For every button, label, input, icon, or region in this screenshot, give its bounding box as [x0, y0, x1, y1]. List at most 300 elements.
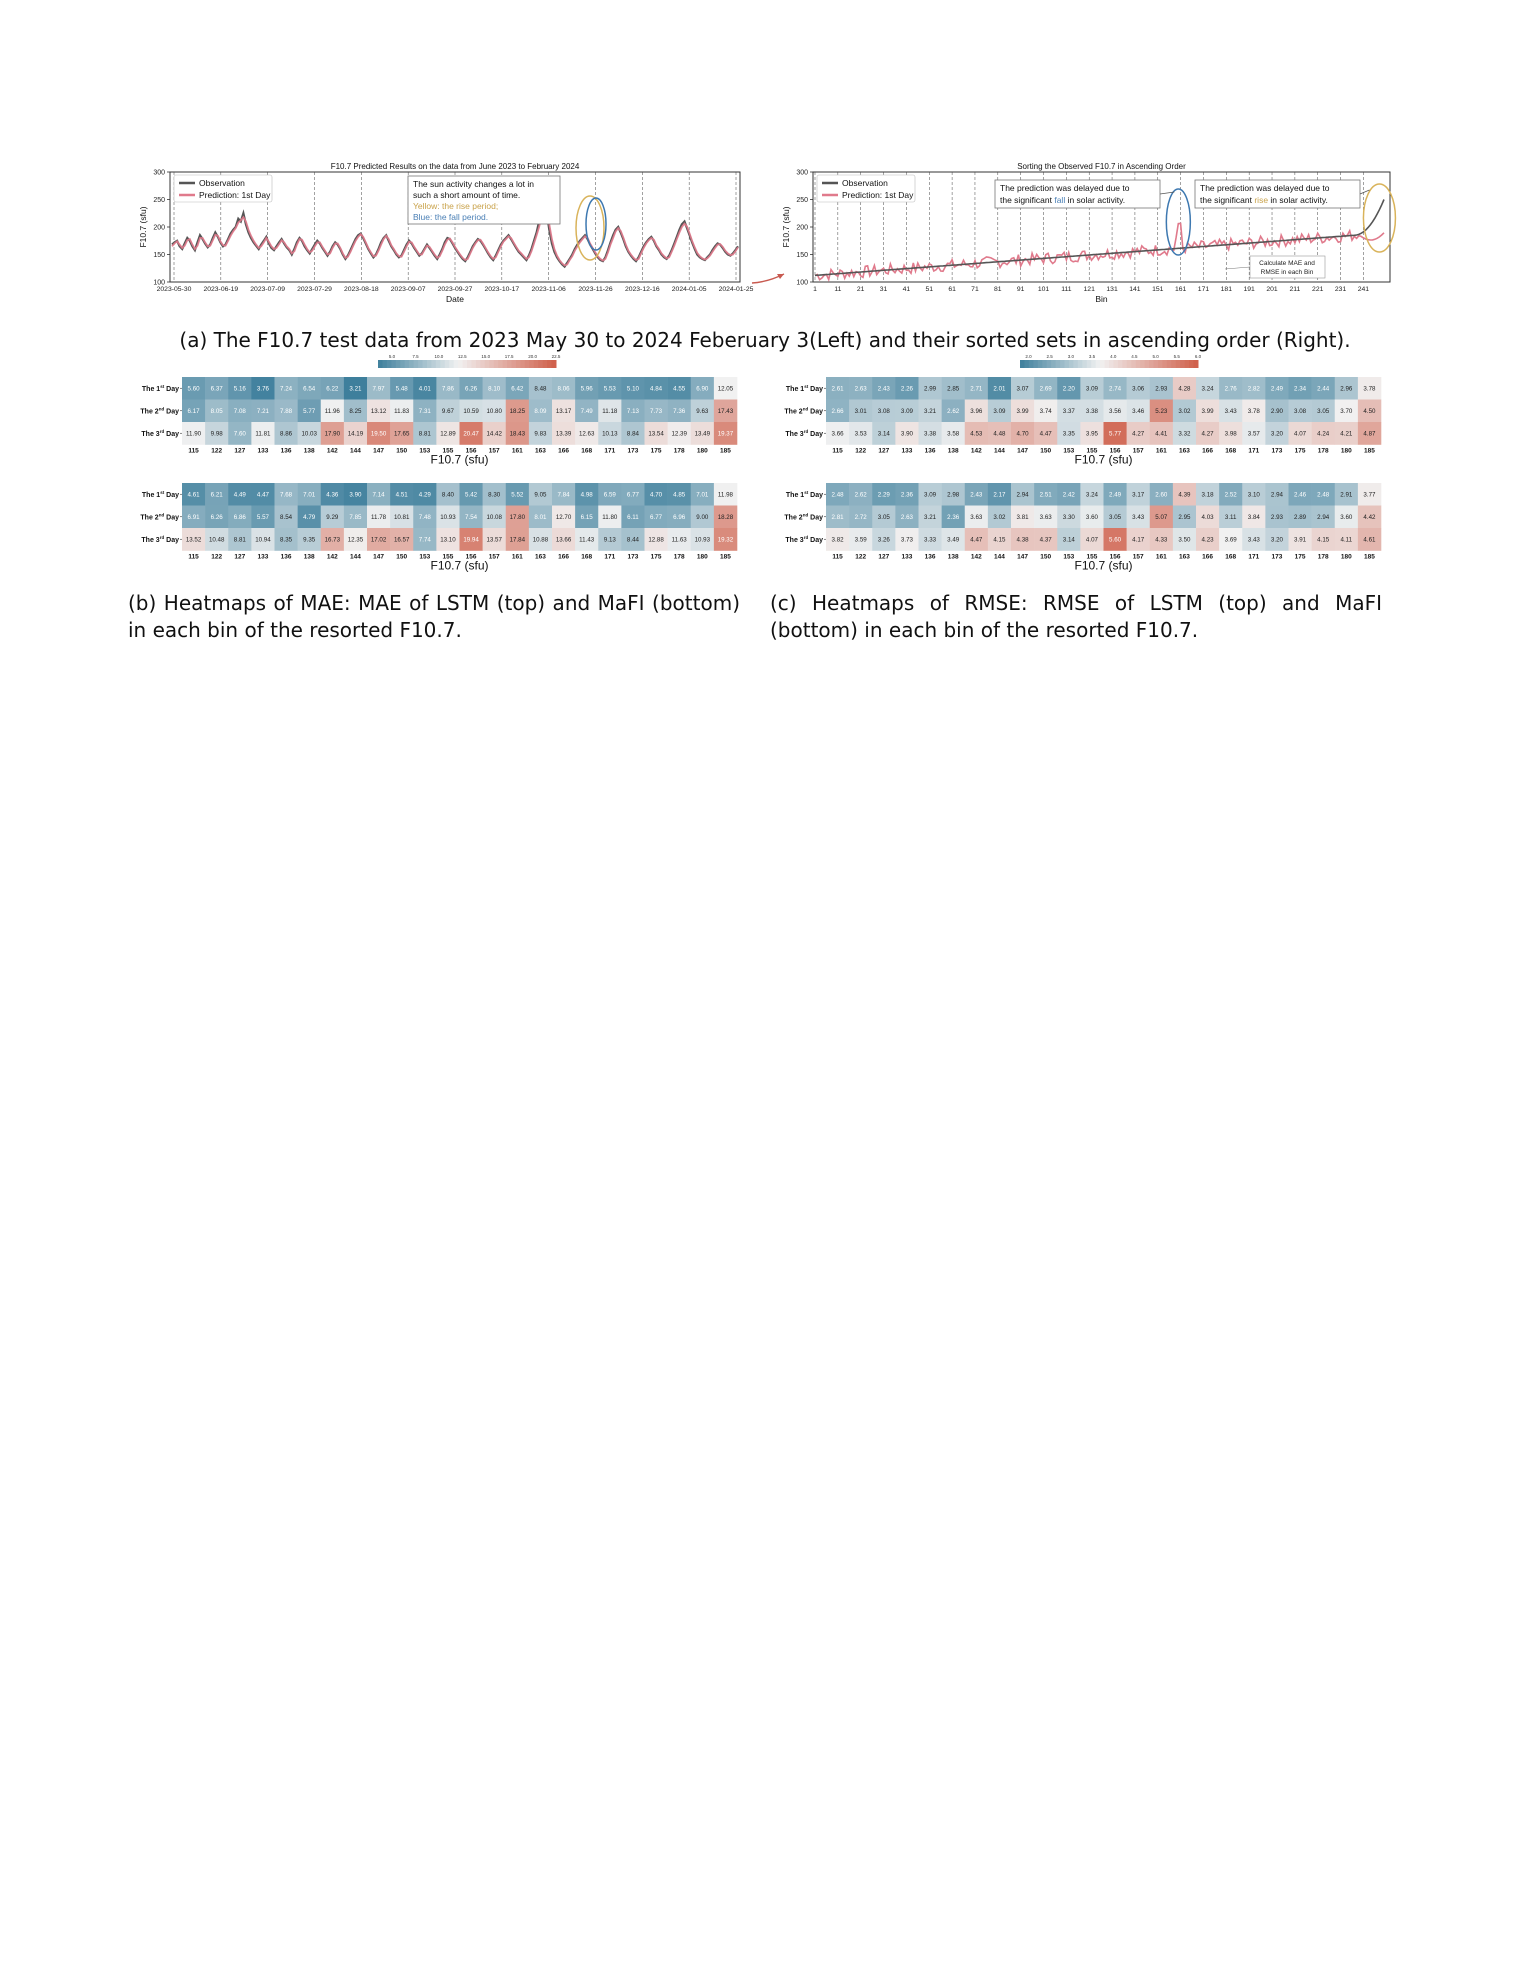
heatmap-cell-value: 2.48	[1317, 491, 1330, 499]
column-label: 168	[581, 553, 593, 561]
colorbar-segment	[1180, 360, 1185, 368]
colorbar-segment	[471, 360, 476, 368]
row-label-number: The 2	[784, 514, 803, 522]
annotation-text: the significant	[1000, 195, 1055, 205]
heatmap-cell-value: 4.85	[673, 491, 686, 499]
heatmap-cell-value: 5.57	[256, 514, 269, 522]
row-label-number: The 3	[785, 430, 804, 438]
column-label: 171	[604, 447, 616, 455]
colorbar-segment	[1020, 360, 1025, 368]
heatmap-cell-value: 4.51	[395, 491, 408, 499]
heatmap-cell-value: 6.37	[210, 385, 223, 393]
x-tick-label: 2023-12-16	[624, 286, 660, 293]
column-label: 161	[1155, 447, 1167, 455]
heatmap-cell-value: 3.96	[970, 408, 983, 416]
heatmap-cell-value: 8.48	[534, 385, 547, 393]
colorbar-segment	[463, 360, 468, 368]
heatmap-cell-value: 4.39	[1178, 491, 1191, 499]
colorbar-segment	[1065, 360, 1070, 368]
heatmap-cell-value: 6.17	[187, 408, 200, 416]
heatmap-cell-value: 3.43	[1224, 408, 1237, 416]
heatmap-cell-value: 2.99	[924, 385, 937, 393]
heatmap-cell-value: 10.08	[486, 514, 502, 522]
column-label: 136	[924, 447, 936, 455]
column-label: 115	[188, 553, 199, 561]
heatmap-cell-value: 4.15	[1317, 536, 1330, 544]
heatmap-cell-value: 7.01	[696, 491, 709, 499]
column-label: 168	[581, 447, 593, 455]
heatmap-cell-value: 8.54	[280, 514, 293, 522]
heatmap-cell-value: 2.82	[1247, 385, 1260, 393]
heatmap-cell-value: 8.10	[488, 385, 501, 393]
heatmap-cell-value: 12.05	[717, 385, 734, 393]
heatmap-cell-value: 18.25	[509, 408, 526, 416]
x-tick-label: 2023-11-26	[578, 286, 613, 293]
x-tick-label: 171	[1197, 286, 1210, 293]
colorbar-segment	[494, 360, 499, 368]
x-tick-label: 101	[1037, 286, 1050, 293]
heatmap-cell-value: 3.17	[1132, 491, 1145, 499]
legend-label-prediction: Prediction: 1st Day	[842, 190, 914, 200]
heatmap-cell-value: 7.24	[280, 385, 293, 393]
y-tick-label: 250	[153, 197, 165, 204]
heatmap-cell-value: 7.73	[650, 408, 663, 416]
heatmap-cell-value: 2.46	[1294, 491, 1307, 499]
column-label: 171	[1248, 447, 1260, 455]
heatmap-cell-value: 3.81	[1016, 514, 1029, 522]
heatmap-cell-value: 11.43	[579, 536, 595, 544]
heatmap-cell-value: 6.77	[650, 514, 663, 522]
heatmap-cell-value: 9.67	[441, 408, 454, 416]
heatmap-cell-value: 3.99	[1016, 408, 1029, 416]
colorbar-segment	[534, 360, 539, 368]
heatmap-cell-value: 2.61	[831, 385, 844, 393]
row-label-number: The 1	[141, 385, 161, 393]
heatmap-cell-value: 2.43	[970, 491, 983, 499]
colorbar-segment	[1033, 360, 1038, 368]
row-label	[141, 535, 179, 544]
x-tick-label: 1	[813, 286, 817, 293]
heatmap-cell-value: 3.14	[877, 430, 890, 438]
annotation-rise: Yellow: the rise period;	[413, 201, 499, 211]
column-label: 166	[1202, 553, 1213, 561]
colorbar-tick-label: 22.5	[551, 355, 561, 359]
colorbar-segment	[396, 360, 401, 368]
heatmap-cell-value: 3.91	[1294, 536, 1307, 544]
column-label: 163	[535, 447, 546, 455]
colorbar-segment	[529, 360, 534, 368]
heatmap-cell-value: 16.57	[393, 536, 410, 544]
heatmap-cell-value: 10.94	[255, 536, 271, 544]
colorbar-segment	[1109, 360, 1114, 368]
heatmap-cell-value: 8.06	[557, 385, 570, 393]
heatmap-cell-value: 3.02	[993, 514, 1006, 522]
heatmap-cell-value: 3.57	[1247, 430, 1260, 438]
heatmap-cell-value: 5.77	[1109, 430, 1122, 438]
colorbar-tick-label: 2.0	[1025, 355, 1032, 359]
column-label: 178	[673, 447, 685, 455]
column-label: 155	[442, 553, 454, 561]
heatmap-cell-value: 8.86	[280, 430, 293, 438]
column-label: 150	[1040, 553, 1052, 561]
heatmap-cell-value: 2.90	[1270, 408, 1283, 416]
row-label-day: Day	[164, 491, 179, 499]
heatmap-cell-value: 10.80	[486, 408, 502, 416]
row-label-day: Day	[164, 385, 179, 393]
heatmap-cell-value: 3.90	[349, 491, 362, 499]
heatmap-cell-value: 6.90	[696, 385, 709, 393]
heatmap-cell-value: 7.60	[233, 430, 246, 438]
column-label: 178	[1317, 447, 1329, 455]
colorbar-segment	[378, 360, 383, 368]
heatmap-cell-value: 12.39	[671, 430, 687, 438]
row-label-suffix: st	[804, 383, 809, 389]
row-label-number: The 2	[140, 514, 159, 522]
colorbar-tick-label: 3.0	[1067, 355, 1074, 359]
colorbar	[1020, 355, 1202, 368]
heatmap-cell-value: 3.26	[877, 536, 890, 544]
heatmap-cell-value: 7.31	[418, 408, 431, 416]
x-tick-label: 2023-07-29	[297, 286, 332, 293]
row-label-day: Day	[164, 408, 179, 416]
heatmap-cell-value: 3.50	[1178, 536, 1191, 544]
heatmap-cell-value: 3.21	[924, 514, 937, 522]
heatmap-cell-value: 8.84	[626, 430, 639, 438]
heatmap-cell-value: 8.25	[349, 408, 362, 416]
column-label: 168	[1225, 553, 1237, 561]
column-label: 133	[257, 553, 269, 561]
heatmap-cell-value: 3.37	[1062, 408, 1075, 416]
heatmap-cell-value: 2.96	[1340, 385, 1353, 393]
heatmap-cell-value: 2.29	[877, 491, 890, 499]
heatmap-cell-value: 3.21	[349, 385, 362, 393]
row-label-number: The 2	[784, 408, 803, 416]
colorbar-segment	[427, 360, 432, 368]
heatmap-cell-value: 6.42	[511, 385, 524, 393]
heatmap-cell-value: 9.35	[303, 536, 316, 544]
row-label	[140, 406, 179, 415]
chart-title: Sorting the Observed F10.7 in Ascending Order	[1017, 162, 1186, 171]
heatmap-cell-value: 2.63	[900, 514, 913, 522]
y-tick-label: 100	[796, 279, 808, 287]
heatmap-cell-value: 3.24	[1201, 385, 1214, 393]
heatmap-cell-value: 2.49	[1270, 385, 1283, 393]
colorbar-segment	[1029, 360, 1034, 368]
column-label: 161	[511, 447, 523, 455]
column-label: 138	[947, 447, 959, 455]
row-label-suffix: rd	[159, 534, 165, 540]
row-label-number: The 1	[785, 491, 805, 499]
row-label-suffix: st	[804, 489, 809, 495]
colorbar-segment	[1082, 360, 1087, 368]
heatmap-cell-value: 3.63	[970, 514, 983, 522]
row-label-number: The 3	[141, 536, 160, 544]
heatmap-cell-value: 4.61	[187, 491, 200, 499]
column-label: 163	[1179, 553, 1190, 561]
heatmap-cell-value: 3.24	[1085, 491, 1098, 499]
colorbar-segment	[476, 360, 481, 368]
x-tick-label: 81	[994, 286, 1002, 293]
annotation-keyword-rise: rise	[1254, 195, 1269, 205]
heatmap-cell-value: 14.19	[347, 430, 364, 438]
heatmap-cell-value: 2.71	[970, 385, 983, 393]
colorbar-segment	[458, 360, 463, 368]
heatmap-cell-value: 4.07	[1085, 536, 1098, 544]
x-tick-label: 231	[1334, 286, 1347, 293]
colorbar-segment	[1096, 360, 1101, 368]
heatmap-cell-value: 7.86	[441, 385, 454, 393]
heatmap-mae_lstm	[140, 377, 737, 467]
colorbar-segment	[1140, 360, 1145, 368]
heatmap-cell-value: 7.21	[256, 408, 269, 416]
heatmap-cell-value: 10.93	[694, 536, 711, 544]
heatmap-cell-value: 3.35	[1062, 430, 1075, 438]
colorbar-segment	[449, 360, 454, 368]
row-label-day: Day	[808, 385, 823, 393]
annotation-line-1: The prediction was delayed due to	[1000, 183, 1130, 193]
heatmap-cell-value: 4.23	[1201, 536, 1214, 544]
column-label: 127	[234, 553, 246, 561]
x-tick-label: 2023-08-18	[343, 286, 379, 293]
heatmap-cell-value: 19.50	[370, 430, 387, 438]
heatmap-cell-value: 6.11	[627, 514, 639, 522]
heatmap-cell-value: 6.91	[187, 514, 200, 522]
heatmap-cell-value: 8.35	[280, 536, 293, 544]
colorbar-segment	[1105, 360, 1110, 368]
heatmap-cell-value: 3.08	[1294, 408, 1307, 416]
colorbar-segment	[1162, 360, 1167, 368]
heatmap-cell-value: 7.84	[557, 491, 570, 499]
column-label: 136	[280, 447, 292, 455]
column-label: 136	[280, 553, 292, 561]
heatmap-rmse_lstm	[784, 377, 1381, 467]
column-label: 178	[673, 553, 685, 561]
heatmap-cell-value: 4.28	[1178, 385, 1191, 393]
heatmap-cell-value: 3.06	[1132, 385, 1145, 393]
x-tick-label: 161	[1174, 286, 1187, 293]
row-label	[785, 429, 823, 438]
heatmap-cell-value: 4.50	[1363, 408, 1376, 416]
heatmap-cell-value: 7.01	[303, 491, 316, 499]
y-tick-label: 200	[796, 224, 808, 232]
annotation-line-2	[1000, 195, 1125, 205]
colorbar-segment	[1056, 360, 1061, 368]
x-tick-label: 2023-05-30	[156, 286, 192, 293]
heatmap-cell-value: 2.94	[1270, 491, 1283, 499]
column-label: 122	[211, 447, 223, 455]
column-label: 156	[1109, 447, 1121, 455]
x-tick-label: 71	[971, 286, 979, 293]
heatmap-cell-value: 4.27	[1132, 430, 1145, 438]
row-label-suffix: nd	[802, 512, 809, 518]
heatmap-cell-value: 13.17	[555, 408, 572, 416]
colorbar-segment	[480, 360, 485, 368]
heatmap-cell-value: 2.69	[1039, 385, 1052, 393]
x-tick-label: 11	[834, 286, 842, 293]
column-label: 155	[1086, 553, 1098, 561]
column-label: 163	[1179, 447, 1190, 455]
colorbar-segment	[538, 360, 543, 368]
caption-c: (c) Heatmaps of RMSE: RMSE of LSTM (top) and MaFI (bottom) in each bin of the resorted F10.7.	[770, 591, 1382, 642]
colorbar-segment	[512, 360, 517, 368]
heatmap-cell-value: 2.89	[1294, 514, 1307, 522]
column-label: 163	[535, 553, 546, 561]
x-tick-label: 121	[1083, 286, 1095, 293]
colorbar-segment	[1194, 360, 1199, 368]
x-axis-label: F10.7 (sfu)	[430, 558, 489, 573]
column-label: 153	[1063, 553, 1075, 561]
column-label: 161	[1155, 553, 1167, 561]
colorbar-segment	[405, 360, 410, 368]
heatmap-cell-value: 2.01	[993, 385, 1006, 393]
x-tick-label: 191	[1243, 286, 1255, 293]
column-label: 150	[1040, 447, 1052, 455]
heatmap-cell-value: 10.88	[532, 536, 549, 544]
caption-a: (a) The F10.7 test data from 2023 May 30 to 2024 Feberuary 3(Left) and their sorted sets in ascending order (Right).	[179, 328, 1351, 352]
heatmap-cell-value: 3.59	[854, 536, 867, 544]
colorbar-segment	[1118, 360, 1123, 368]
heatmap-cell-value: 6.54	[303, 385, 316, 393]
heatmap-cell-value: 19.37	[717, 430, 734, 438]
x-tick-label: 2023-10-17	[484, 286, 520, 293]
heatmap-cell-value: 8.40	[441, 491, 454, 499]
column-label: 142	[970, 553, 982, 561]
x-tick-label: 201	[1266, 286, 1278, 293]
heatmap-cell-value: 4.27	[1201, 430, 1214, 438]
colorbar-segment	[1038, 360, 1043, 368]
colorbar-segment	[503, 360, 508, 368]
annotation-line-2: RMSE in each Bin	[1260, 269, 1314, 276]
column-label: 138	[947, 553, 959, 561]
row-label-number: The 3	[785, 536, 804, 544]
colorbar-segment	[552, 360, 557, 368]
colorbar-segment	[391, 360, 396, 368]
column-label: 157	[488, 447, 500, 455]
heatmap-cell-value: 7.49	[580, 408, 593, 416]
heatmap-cell-value: 8.44	[626, 536, 639, 544]
heatmap-cell-value: 9.13	[603, 536, 616, 544]
figure-bc-heatmaps	[0, 355, 1530, 580]
column-label: 127	[878, 553, 890, 561]
row-label-day: Day	[808, 536, 823, 544]
heatmap-cell-value: 11.98	[717, 491, 733, 499]
colorbar-segment	[423, 360, 428, 368]
heatmap-cell-value: 2.48	[831, 491, 844, 499]
heatmap-cell-value: 3.08	[877, 408, 890, 416]
column-label: 147	[373, 447, 384, 455]
x-tick-label: 2023-07-09	[250, 286, 286, 293]
column-label: 147	[1017, 553, 1028, 561]
heatmap-cell-value: 17.02	[370, 536, 387, 544]
heatmap-cell-value: 2.62	[947, 408, 960, 416]
heatmap-cell-value: 2.26	[900, 385, 913, 393]
heatmap-cell-value: 4.87	[1363, 430, 1376, 438]
heatmap-cell-value: 6.22	[326, 385, 339, 393]
column-label: 136	[924, 553, 936, 561]
heatmap-cell-value: 7.97	[372, 385, 385, 393]
colorbar-segment	[520, 360, 525, 368]
heatmap-cell-value: 4.38	[1016, 536, 1029, 544]
colorbar-segment	[436, 360, 441, 368]
heatmap-cell-value: 11.81	[255, 430, 271, 438]
heatmap-cell-value: 7.36	[673, 408, 686, 416]
heatmap-cell-value: 2.51	[1039, 491, 1052, 499]
heatmap-cell-value: 11.83	[394, 408, 410, 416]
heatmap-cell-value: 7.54	[465, 514, 478, 522]
heatmap-cell-value: 2.63	[854, 385, 867, 393]
column-label: 185	[1364, 447, 1375, 455]
heatmap-cell-value: 4.15	[993, 536, 1006, 544]
column-label: 150	[396, 553, 408, 561]
heatmap-cell-value: 3.56	[1109, 408, 1122, 416]
heatmap-cell-value: 7.13	[626, 408, 639, 416]
column-label: 156	[1109, 553, 1121, 561]
heatmap-cell-value: 7.48	[418, 514, 431, 522]
heatmap-cell-value: 4.47	[1039, 430, 1052, 438]
heatmap-cell-value: 5.52	[511, 491, 524, 499]
column-label: 185	[1364, 553, 1375, 561]
annotation-line-1: The prediction was delayed due to	[1200, 183, 1330, 193]
row-label	[140, 512, 179, 521]
colorbar-segment	[1087, 360, 1092, 368]
column-label: 166	[558, 447, 569, 455]
heatmap-cell-value: 13.52	[185, 536, 202, 544]
heatmap-cell-value: 3.05	[1317, 408, 1330, 416]
colorbar-segment	[445, 360, 450, 368]
heatmap-cell-value: 12.88	[648, 536, 664, 544]
colorbar-segment	[1091, 360, 1096, 368]
colorbar-segment	[1113, 360, 1118, 368]
annotation-text: in solar activity.	[1268, 195, 1328, 205]
column-label: 180	[696, 447, 708, 455]
column-label: 175	[1294, 447, 1306, 455]
heatmap-cell-value: 3.20	[1270, 430, 1283, 438]
heatmap-cell-value: 2.34	[1294, 385, 1307, 393]
colorbar-tick-label: 15.0	[481, 355, 491, 359]
row-label	[784, 406, 823, 415]
heatmap-cell-value: 10.13	[602, 430, 618, 438]
heatmap-cell-value: 3.53	[854, 430, 867, 438]
heatmap-cell-value: 6.59	[603, 491, 616, 499]
legend-label-observation: Observation	[842, 178, 888, 188]
chart-title: F10.7 Predicted Results on the data from June 2023 to February 2024	[330, 162, 580, 171]
heatmap-mae_mafi	[140, 483, 737, 573]
heatmap-cell-value: 3.05	[1109, 514, 1122, 522]
column-label: 161	[511, 553, 523, 561]
colorbar-segment	[1131, 360, 1136, 368]
x-tick-label: 131	[1106, 286, 1118, 293]
heatmap-cell-value: 5.77	[303, 408, 316, 416]
heatmap-cell-value: 4.47	[256, 491, 269, 499]
row-label-day: Day	[164, 536, 179, 544]
heatmap-cell-value: 3.95	[1085, 430, 1098, 438]
column-label: 155	[1086, 447, 1098, 455]
heatmap-cell-value: 4.49	[233, 491, 246, 499]
x-tick-label: 141	[1129, 286, 1141, 293]
column-label: 147	[373, 553, 384, 561]
annotation-keyword-fall: fall	[1054, 195, 1066, 205]
column-label: 173	[627, 447, 639, 455]
heatmap-cell-value: 5.53	[603, 385, 616, 393]
heatmap-cell-value: 3.30	[1062, 514, 1075, 522]
heatmap-cell-value: 11.18	[602, 408, 618, 416]
heatmap-cell-value: 4.98	[580, 491, 593, 499]
colorbar-segment	[418, 360, 423, 368]
heatmap-cell-value: 13.66	[555, 536, 572, 544]
heatmap-cell-value: 2.81	[831, 514, 844, 522]
heatmap-cell-value: 3.18	[1201, 491, 1214, 499]
heatmap-cell-value: 10.03	[301, 430, 317, 438]
